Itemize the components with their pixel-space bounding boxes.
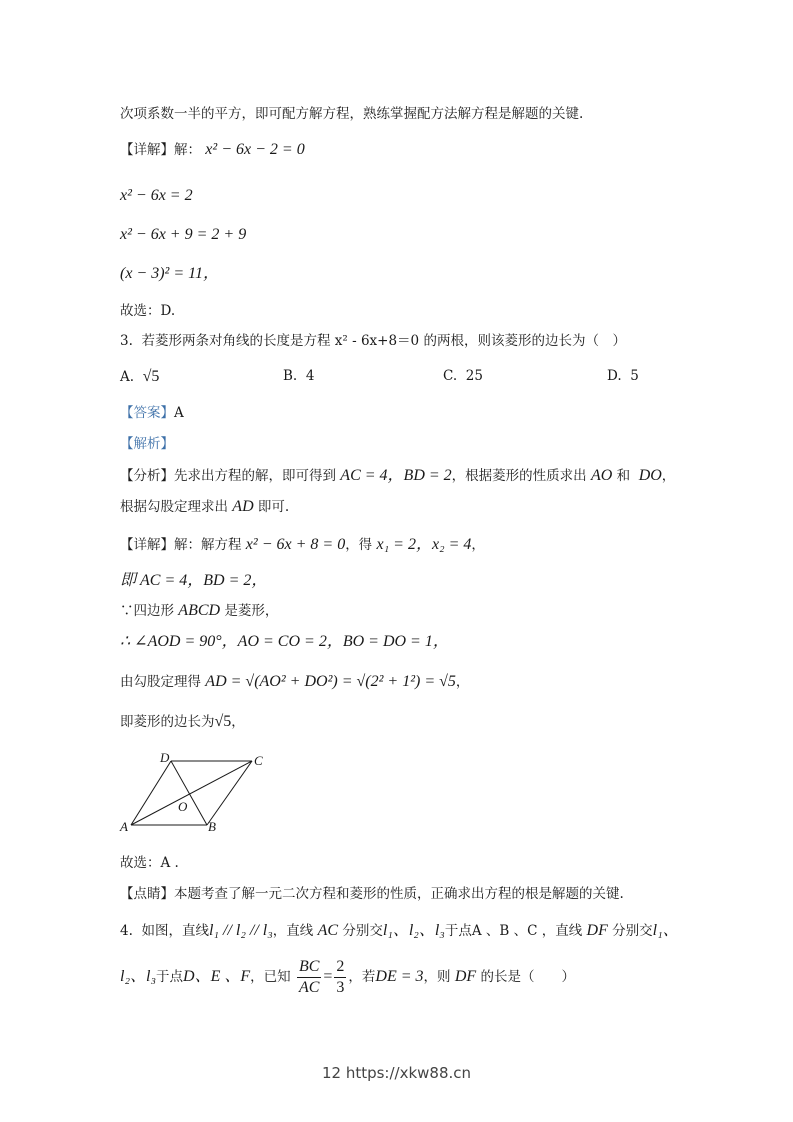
detail-line-1: 【详解】解：解方程 x² − 6x + 8 = 0，得 x₁ = 2，x₂ = 4， xyxy=(120,536,485,553)
prev-choose: 故选：D. xyxy=(120,303,176,319)
label-o: O xyxy=(178,799,188,814)
detail-label: 【详解】 xyxy=(120,142,174,158)
q3-choose: 故选：A . xyxy=(120,855,179,871)
detail-line-3: ∵四边形 ABCD 是菱形， xyxy=(120,602,279,619)
equation-2: x² − 6x = 2 xyxy=(120,187,193,204)
label-d: D xyxy=(160,750,170,765)
detail-line-4: ∴ ∠AOD = 90°，AO = CO = 2，BO = DO = 1， xyxy=(120,633,449,650)
prev-detail-line xyxy=(120,140,305,160)
q3-equation: x² - 6x+8＝0 xyxy=(334,333,420,349)
fraction-bc-ac: $\frac{BC}{AC}$ xyxy=(298,958,320,996)
answer-label: 【答案】 xyxy=(120,405,174,421)
answer-value: A xyxy=(174,405,184,421)
q3-option-b: B. 4 xyxy=(283,368,315,384)
q3-number: 3. xyxy=(120,333,133,349)
q3-stem-before: 若菱形两条对角线的长度是方程 xyxy=(141,333,331,349)
q3-answer xyxy=(120,403,184,423)
equation-1: x² − 6x − 2 = 0 xyxy=(205,141,305,158)
fraction-2-3: $\frac{2}{3}$ xyxy=(336,958,345,996)
analysis-label: 【解析】 xyxy=(120,436,174,452)
detail-prefix: 解： xyxy=(174,142,201,158)
label-a: A xyxy=(120,819,128,834)
fenxi-line-1: 【分析】先求出方程的解，即可得到 AC = 4，BD = 2，根据菱形的性质求出 AO 和 DO， xyxy=(120,467,676,484)
q3-stem xyxy=(120,331,626,351)
detail-line-5: 由勾股定理得 AD = √(AO² + DO²) = √(2² + 1²) = √5， xyxy=(120,673,470,690)
q3-option-c: C. 25 xyxy=(443,368,483,384)
label-b: B xyxy=(208,819,216,834)
fenxi-line-2: 根据勾股定理求出 AD 即可. xyxy=(120,498,290,515)
q3-stem-after: 的两根，则该菱形的边长为（ ） xyxy=(423,333,626,349)
label-c: C xyxy=(254,753,263,768)
q4-line-1: 4. 如图，直线l₁ // l₂ // l₃，直线 AC 分别交l₁、l₂、l₃于点A 、B 、C ，直线 DF 分别交l₁、 xyxy=(120,922,679,939)
q3-option-a: A. √5 xyxy=(120,368,160,385)
rhombus-figure xyxy=(115,748,275,838)
equation-3: x² − 6x + 9 = 2 + 9 xyxy=(120,226,247,243)
q4-line-2: l₂、l₃于点D、E 、F，已知 $\frac{BC}{AC}$ = $\frac{2}{3}$ ，若DE = 3，则 DF 的长是（ ） xyxy=(120,958,575,996)
dianjing: 【点睛】本题考查了解一元二次方程和菱形的性质，正确求出方程的根是解题的关键. xyxy=(120,886,624,902)
equation-4: (x − 3)² = 11， xyxy=(120,265,219,282)
intro-text: 次项系数一半的平方，即可配方解方程，熟练掌握配方法解方程是解题的关键. xyxy=(120,106,584,122)
page-footer: 12 https://xkw88.cn xyxy=(321,1064,472,1082)
q3-option-d: D. 5 xyxy=(607,368,639,384)
detail-line-2: 即 AC = 4，BD = 2， xyxy=(120,572,268,589)
detail-line-6: 即菱形的边长为√5， xyxy=(120,713,245,730)
